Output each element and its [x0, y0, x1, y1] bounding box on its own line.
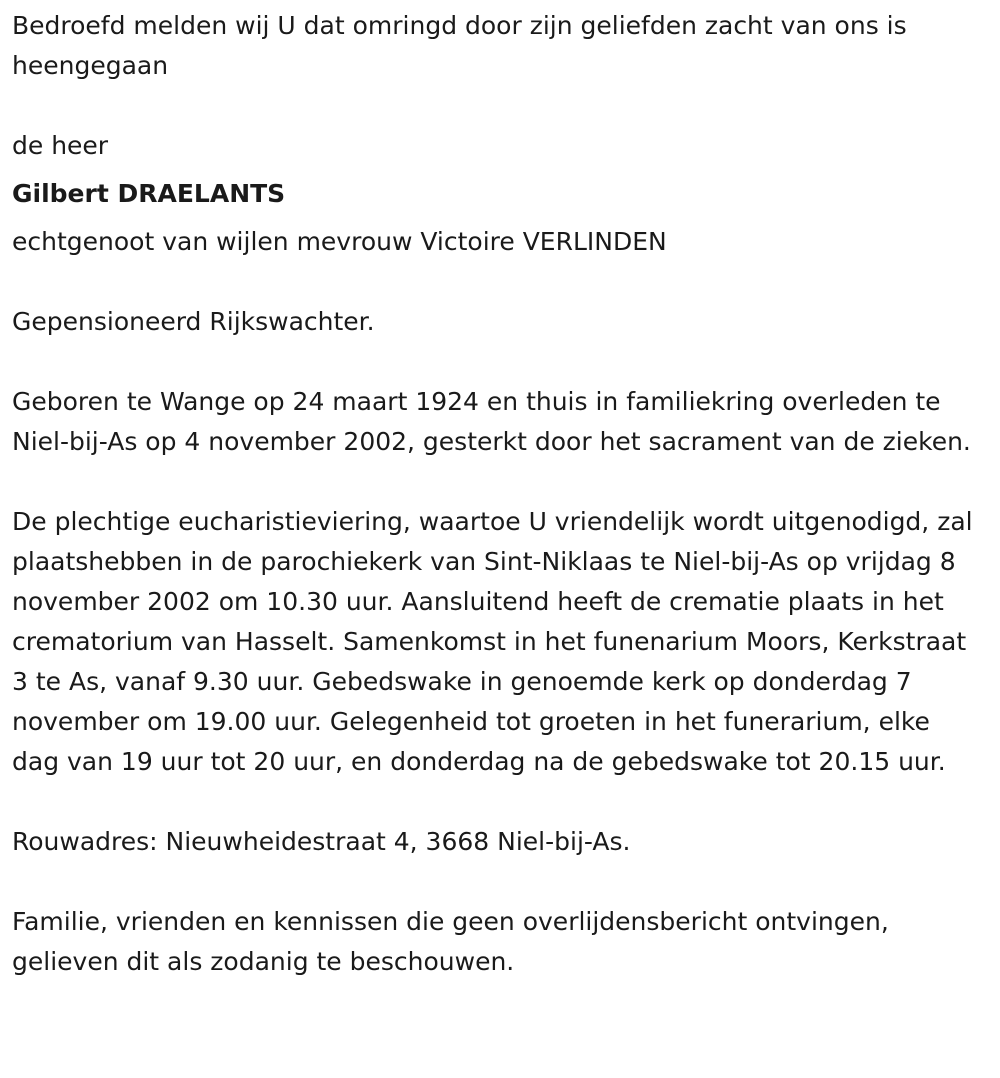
occupation-text: Gepensioneerd Rijkswachter. [12, 307, 375, 336]
ceremony-text: De plechtige eucharistieviering, waartoe U vriendelijk wordt uitgenodigd, zal plaatshebben in de parochiekerk van Sint-Niklaas te Niel-bij-As op vrijdag 8 november 2002 om 10.30 uur. Aansluitend heeft de crematie plaats in het crematorium van Hasselt. Samenkomst in het funenarium Moors, Kerkstraat 3 te As, vanaf 9.30 uur. Gebedswake in genoemde kerk op donderdag 7 november om 19.00 uur. Gelegenheid tot groeten in het funerarium, elke dag van 19 uur tot 20 uur, en donderdag na de gebedswake tot 20.15 uur. [12, 507, 973, 776]
closing-text: Familie, vrienden en kennissen die geen overlijdensbericht ontvingen, gelieven dit als zodanig te beschouwen. [12, 907, 889, 976]
deceased-name: Gilbert DRAELANTS [12, 179, 286, 208]
address-text: Rouwadres: Nieuwheidestraat 4, 3668 Niel-bij-As. [12, 827, 631, 856]
spouse-text: echtgenoot van wijlen mevrouw Victoire VERLINDEN [12, 227, 667, 256]
intro-text: Bedroefd melden wij U dat omringd door zijn geliefden zacht van ons is heengegaan [12, 11, 907, 80]
birth-death-text: Geboren te Wange op 24 maart 1924 en thuis in familiekring overleden te Niel-bij-As op 4 november 2002, gesterkt door het sacrament van de zieken. [12, 387, 971, 456]
title-prefix: de heer [12, 131, 109, 160]
obituary-notice [12, 6, 982, 982]
